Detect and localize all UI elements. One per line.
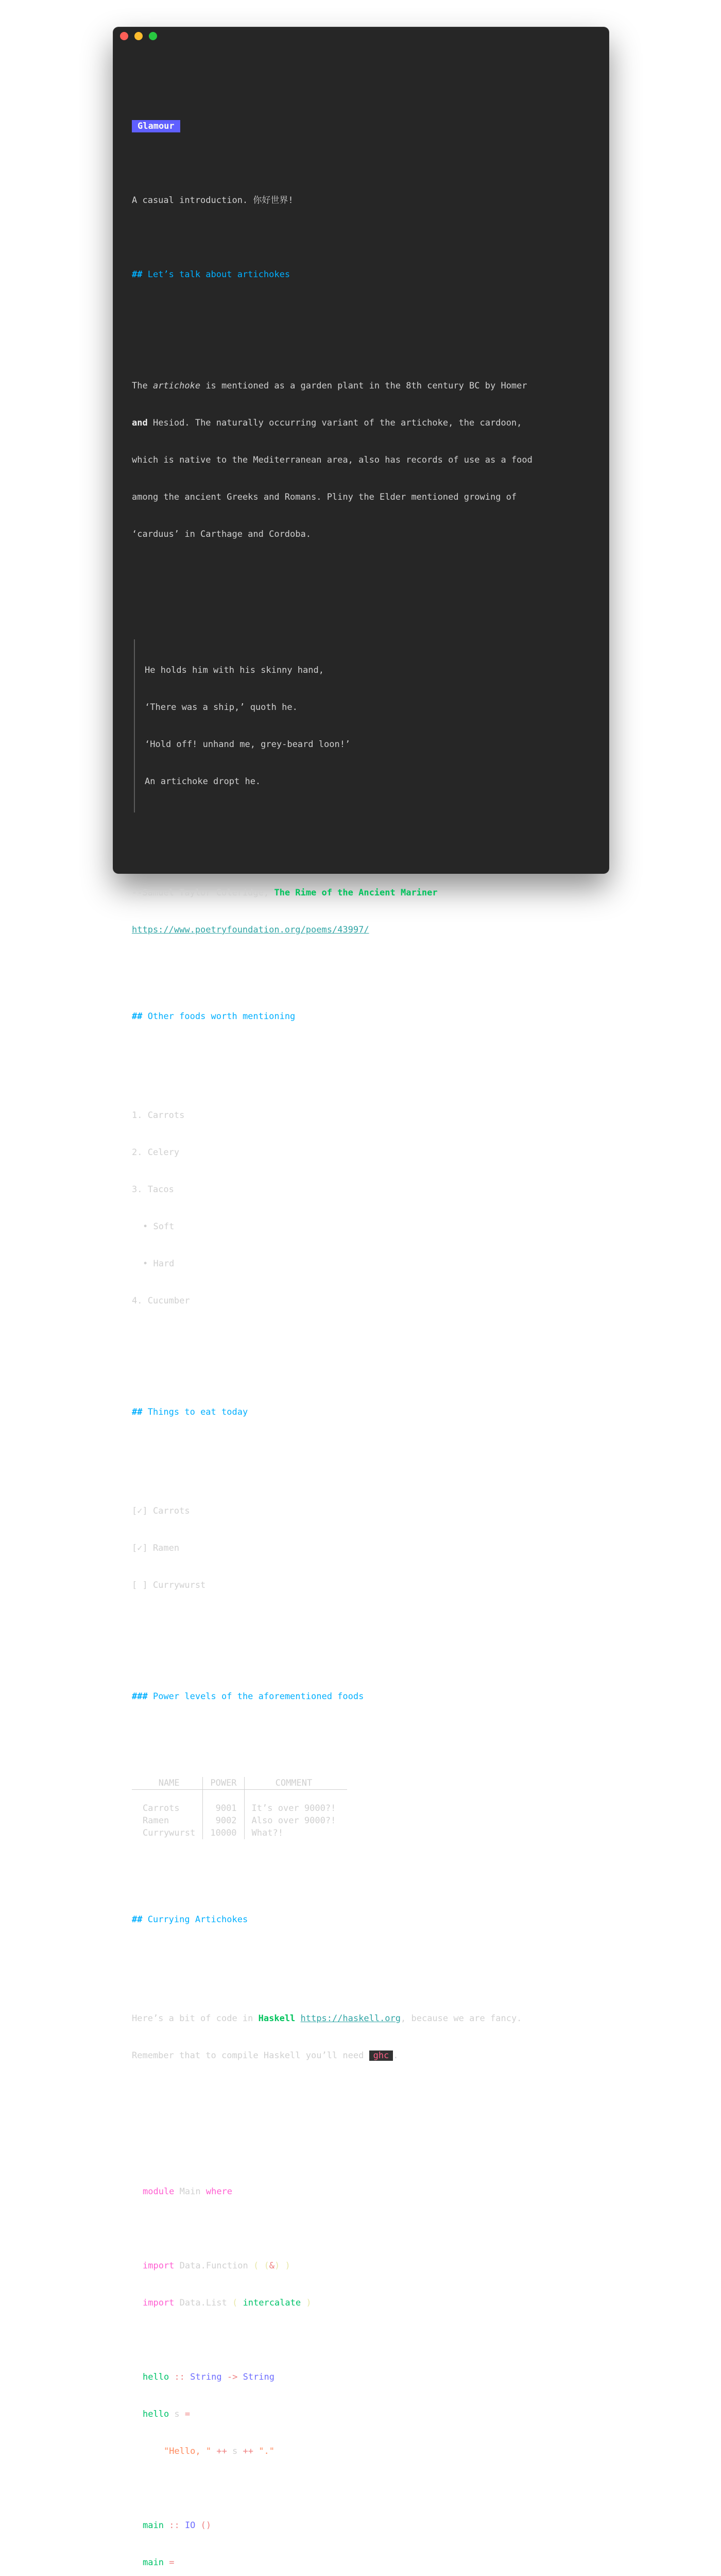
terminal-window (113, 27, 609, 2568)
intro-text: A casual introduction. 你好世界! (132, 195, 294, 206)
heading-power-levels: ### Power levels of the aforementioned foods (132, 1691, 364, 1702)
rendered-markdown (132, 58, 595, 2576)
heading-currying: ## Currying Artichokes (132, 1914, 248, 1925)
paragraph-haskell: Here’s a bit of code in Haskell https://haskell.org, because we are fancy. Remember that to compile Haskell you’ll need ghc . (132, 2013, 522, 2061)
power-levels-table (132, 1777, 347, 1839)
task-list (132, 1480, 595, 1616)
list-item: • Hard (143, 1259, 175, 1269)
list-item: 2. Celery (132, 1147, 180, 1158)
task-item: [ ] Currywurst (132, 1580, 206, 1590)
task-item: [✓] Carrots (132, 1506, 190, 1516)
poetry-link[interactable]: https://www.poetryfoundation.org/poems/43997/ (132, 925, 369, 935)
zoom-window-button[interactable] (149, 32, 157, 40)
list-item: 1. Carrots (132, 1110, 185, 1121)
list-item: 3. Tacos (132, 1184, 174, 1195)
minimize-window-button[interactable] (134, 32, 143, 40)
table-row: Currywurst 10000 What?! (143, 1828, 283, 1838)
haskell-link[interactable]: https://haskell.org (300, 2013, 401, 2024)
table-row: Ramen 9002 Also over 9000?! (143, 1816, 336, 1826)
table-header: NAME (158, 1778, 180, 1788)
table-row: Carrots 9001 It’s over 9000?! (143, 1803, 336, 1814)
blockquote: He holds him with his skinny hand, ‘There was a ship,’ quoth he. ‘Hold off! unhand me, grey-beard loon!’ An artichoke dropt he. (134, 639, 595, 812)
heading-artichokes: ## Let’s talk about artichokes (132, 269, 290, 280)
poem-title: The Rime of the Ancient Mariner (274, 888, 438, 898)
heading-things-to-eat: ## Things to eat today (132, 1407, 248, 1417)
table-header: COMMENT (275, 1778, 313, 1788)
paragraph-artichoke: The artichoke is mentioned as a garden plant in the 8th century BC by Homer and Hesiod. The naturally occurring variant of the artichoke, the cardoon, which is native to the Mediterranean area, also has records of use as a food among the ancient Greeks and Romans. Pliny the Elder mentioned growing of ‘carduus’ in Carthage and Cordoba. (132, 381, 533, 539)
list-item: • Soft (143, 1222, 175, 1232)
title-badge: Glamour (132, 120, 180, 132)
heading-other-foods: ## Other foods worth mentioning (132, 1011, 296, 1022)
attribution: --Samuel Taylor Coleridge, The Rime of the Ancient Mariner (132, 888, 438, 898)
code-block: module Main where import Data.Function ( (&) ) import Data.List ( intercalate ) hello :: String -> String hello s = "Hello, " ++ s ++ "." main :: IO () main = (143, 2187, 312, 2568)
table-header: POWER (203, 1777, 244, 1790)
list-item: 4. Cucumber (132, 1296, 190, 1306)
ordered-list (132, 1084, 595, 1332)
task-item: [✓] Ramen (132, 1543, 180, 1553)
inline-code: ghc (369, 2050, 393, 2061)
close-window-button[interactable] (120, 32, 128, 40)
